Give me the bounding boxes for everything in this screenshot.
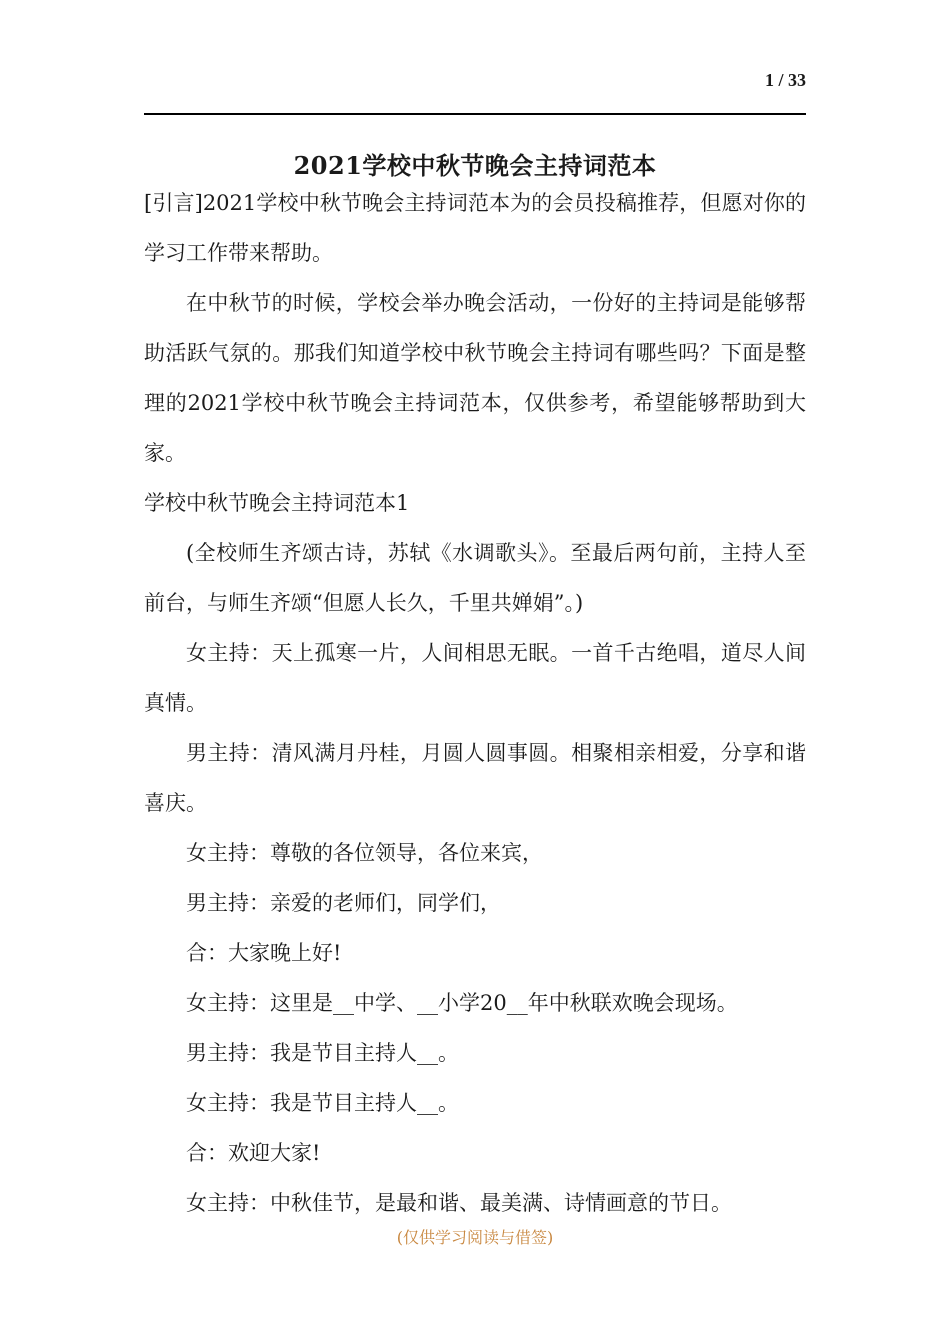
page-number: 1 / 33 <box>764 70 806 90</box>
dialogue-line: 男主持：我是节目主持人__。 <box>186 1041 459 1065</box>
body-paragraph: 在中秋节的时候，学校会举办晚会活动，一份好的主持词是能够帮助活跃气氛的。那我们知道学校中秋节晚会主持词有哪些吗？下面是整理的2021学校中秋节晚会主持词范本，仅供参考，希望能够帮助到大家。 <box>144 291 806 465</box>
header-divider <box>144 113 806 115</box>
footer-note: (仅供学习阅读与借签) <box>396 1228 554 1247</box>
document-title: 2021学校中秋节晚会主持词范本 <box>293 151 657 181</box>
document-body <box>144 178 806 1228</box>
dialogue-line: 男主持：亲爱的老师们，同学们， <box>186 891 501 915</box>
dialogue-line: 男主持：清风满月丹桂，月圆人圆事圆。相聚相亲相爱，分享和谐喜庆。 <box>144 741 806 815</box>
dialogue-line: 合：大家晚上好! <box>186 941 342 965</box>
dialogue-line: 女主持：尊敬的各位领导，各位来宾， <box>186 841 543 865</box>
dialogue-line: 女主持：天上孤寒一片，人间相思无眠。一首千古绝唱，道尽人间真情。 <box>144 641 806 715</box>
dialogue-line: 合：欢迎大家! <box>186 1141 321 1165</box>
intro-paragraph: [引言]2021学校中秋节晚会主持词范本为的会员投稿推荐，但愿对你的学习工作带来帮助。 <box>144 191 806 265</box>
stage-direction: (全校师生齐颂古诗，苏轼《水调歌头》。至最后两句前，主持人至前台，与师生齐颂“但愿人长久，千里共婵娟”。) <box>144 541 806 615</box>
dialogue-line: 女主持：这里是__中学、__小学20__年中秋联欢晚会现场。 <box>186 991 738 1015</box>
section-heading: 学校中秋节晚会主持词范本1 <box>144 491 410 515</box>
dialogue-line: 女主持：中秋佳节，是最和谐、最美满、诗情画意的节日。 <box>186 1191 732 1215</box>
dialogue-line: 女主持：我是节目主持人__。 <box>186 1091 459 1115</box>
